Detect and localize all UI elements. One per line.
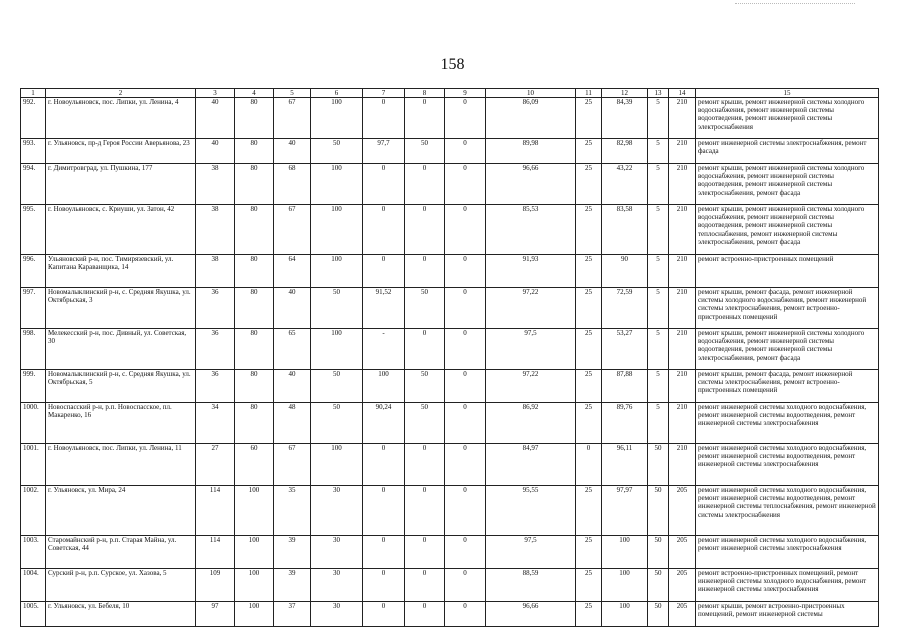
value-cell: 25	[576, 370, 602, 403]
value-cell: 210	[669, 370, 696, 403]
value-cell: 210	[669, 329, 696, 370]
value-cell: 100	[311, 205, 363, 255]
address-cell: г. Новоульяновск, пос. Липки, ул. Ленина, 11	[46, 444, 196, 486]
value-cell: 25	[576, 205, 602, 255]
table-row	[21, 569, 879, 602]
value-cell: 210	[669, 139, 696, 164]
address-cell: г. Новоульяновск, пос. Липки, ул. Ленина, 4	[46, 98, 196, 139]
table-row	[21, 164, 879, 205]
value-cell: 0	[405, 602, 445, 627]
repair-works-cell: ремонт инженерной системы холодного водоснабжения, ремонт инженерной системы водоотведения, ремонт инженерной системы электроснабжения	[696, 444, 879, 486]
value-cell: 0	[445, 486, 486, 536]
value-cell: 25	[576, 288, 602, 329]
value-cell: 210	[669, 288, 696, 329]
value-cell: 0	[445, 288, 486, 329]
value-cell: 96,66	[486, 164, 576, 205]
housing-repair-table	[20, 88, 879, 627]
value-cell: 25	[576, 255, 602, 288]
value-cell: 0	[445, 536, 486, 569]
value-cell: 80	[235, 403, 274, 444]
value-cell: 50	[405, 288, 445, 329]
address-cell: Новоспасский р-н, р.п. Новоспасское, пл. Макаренко, 16	[46, 403, 196, 444]
value-cell: 88,59	[486, 569, 576, 602]
column-header: 6	[311, 89, 363, 98]
value-cell: 0	[405, 255, 445, 288]
column-header: 15	[696, 89, 879, 98]
value-cell: 40	[196, 98, 235, 139]
value-cell: 89,98	[486, 139, 576, 164]
scan-edge-mark	[735, 3, 855, 5]
value-cell: 67	[274, 444, 311, 486]
table-row	[21, 486, 879, 536]
value-cell: 43,22	[602, 164, 648, 205]
value-cell: 50	[648, 444, 669, 486]
value-cell: 0	[363, 98, 405, 139]
value-cell: 5	[648, 329, 669, 370]
value-cell: 38	[196, 164, 235, 205]
value-cell: 38	[196, 255, 235, 288]
repair-works-cell: ремонт встроенно-пристроенных помещений, ремонт инженерной системы холодного водоснабжения, ремонт инженерной системы электроснабжения	[696, 569, 879, 602]
value-cell: 50	[648, 602, 669, 627]
value-cell: 86,92	[486, 403, 576, 444]
value-cell: 210	[669, 98, 696, 139]
value-cell: 210	[669, 403, 696, 444]
column-header: 11	[576, 89, 602, 98]
value-cell: 100	[602, 569, 648, 602]
repair-works-cell: ремонт крыши, ремонт фасада, ремонт инженерной системы холодного водоснабжения, ремонт инженерной системы электроснабжения, ремонт встроенно-пристроенных помещений	[696, 288, 879, 329]
value-cell: 91,52	[363, 288, 405, 329]
value-cell: 100	[602, 602, 648, 627]
column-header: 12	[602, 89, 648, 98]
value-cell: 65	[274, 329, 311, 370]
row-number-cell: 998.	[21, 329, 46, 370]
value-cell: 97,5	[486, 536, 576, 569]
value-cell: 37	[274, 602, 311, 627]
value-cell: 30	[311, 569, 363, 602]
row-number-cell: 993.	[21, 139, 46, 164]
value-cell: 205	[669, 486, 696, 536]
table-body	[21, 98, 879, 627]
row-number-cell: 1000.	[21, 403, 46, 444]
value-cell: 100	[235, 536, 274, 569]
value-cell: 5	[648, 164, 669, 205]
table-row	[21, 288, 879, 329]
column-header: 13	[648, 89, 669, 98]
value-cell: 0	[445, 370, 486, 403]
value-cell: 80	[235, 370, 274, 403]
value-cell: 0	[445, 164, 486, 205]
value-cell: 5	[648, 403, 669, 444]
column-header: 10	[486, 89, 576, 98]
value-cell: 80	[235, 288, 274, 329]
value-cell: 80	[235, 329, 274, 370]
repair-works-cell: ремонт инженерной системы холодного водоснабжения, ремонт инженерной системы электроснабжения	[696, 536, 879, 569]
value-cell: 205	[669, 569, 696, 602]
table-row	[21, 139, 879, 164]
value-cell: 67	[274, 98, 311, 139]
value-cell: 80	[235, 255, 274, 288]
value-cell: 50	[648, 569, 669, 602]
value-cell: 97,97	[602, 486, 648, 536]
value-cell: 34	[196, 403, 235, 444]
column-header: 9	[445, 89, 486, 98]
value-cell: 0	[405, 205, 445, 255]
value-cell: 109	[196, 569, 235, 602]
value-cell: 36	[196, 329, 235, 370]
value-cell: 210	[669, 164, 696, 205]
value-cell: 25	[576, 486, 602, 536]
value-cell: 0	[445, 98, 486, 139]
value-cell: 0	[363, 444, 405, 486]
table-row	[21, 370, 879, 403]
table-row	[21, 255, 879, 288]
value-cell: 5	[648, 370, 669, 403]
value-cell: 0	[363, 205, 405, 255]
value-cell: 0	[405, 98, 445, 139]
value-cell: 100	[311, 164, 363, 205]
value-cell: 72,59	[602, 288, 648, 329]
value-cell: 50	[405, 139, 445, 164]
value-cell: 25	[576, 403, 602, 444]
address-cell: Новомалыклинский р-н, с. Средняя Якушка, ул. Октябрьская, 3	[46, 288, 196, 329]
value-cell: 35	[274, 486, 311, 536]
value-cell: 5	[648, 255, 669, 288]
address-cell: г. Ульяновск, ул. Бебеля, 10	[46, 602, 196, 627]
value-cell: 60	[235, 444, 274, 486]
value-cell: 0	[445, 444, 486, 486]
value-cell: 0	[445, 205, 486, 255]
table-row	[21, 403, 879, 444]
value-cell: 83,58	[602, 205, 648, 255]
value-cell: 39	[274, 569, 311, 602]
value-cell: 114	[196, 536, 235, 569]
value-cell: 5	[648, 288, 669, 329]
table-row	[21, 205, 879, 255]
value-cell: 0	[405, 329, 445, 370]
value-cell: 0	[405, 164, 445, 205]
value-cell: 25	[576, 98, 602, 139]
repair-works-cell: ремонт инженерной системы холодного водоснабжения, ремонт инженерной системы водоотведения, ремонт инженерной системы теплоснабжения, ремонт инженерной системы электроснабжения	[696, 486, 879, 536]
value-cell: 100	[363, 370, 405, 403]
row-number-cell: 995.	[21, 205, 46, 255]
column-header: 14	[669, 89, 696, 98]
table-row	[21, 602, 879, 627]
value-cell: 5	[648, 139, 669, 164]
value-cell: 48	[274, 403, 311, 444]
value-cell: 86,09	[486, 98, 576, 139]
value-cell: 89,76	[602, 403, 648, 444]
value-cell: 40	[196, 139, 235, 164]
value-cell: 80	[235, 164, 274, 205]
value-cell: 0	[445, 329, 486, 370]
value-cell: 0	[445, 139, 486, 164]
value-cell: 50	[311, 139, 363, 164]
value-cell: 67	[274, 205, 311, 255]
row-number-cell: 1001.	[21, 444, 46, 486]
repair-works-cell: ремонт крыши, ремонт встроенно-пристроенных помещений, ремонт инженерной системы	[696, 602, 879, 627]
value-cell: 97,22	[486, 288, 576, 329]
value-cell: 210	[669, 205, 696, 255]
column-header: 2	[46, 89, 196, 98]
table-row	[21, 329, 879, 370]
row-number-cell: 992.	[21, 98, 46, 139]
column-header: 3	[196, 89, 235, 98]
value-cell: 0	[445, 403, 486, 444]
repair-works-cell: ремонт крыши, ремонт инженерной системы холодного водоснабжения, ремонт инженерной системы водоотведения, ремонт инженерной системы электроснабжения, ремонт фасада	[696, 164, 879, 205]
value-cell: 27	[196, 444, 235, 486]
value-cell: 38	[196, 205, 235, 255]
row-number-cell: 997.	[21, 288, 46, 329]
value-cell: 36	[196, 288, 235, 329]
value-cell: 50	[311, 288, 363, 329]
value-cell: 97	[196, 602, 235, 627]
value-cell: 0	[363, 255, 405, 288]
column-number-row	[21, 89, 879, 98]
value-cell: 40	[274, 370, 311, 403]
value-cell: 39	[274, 536, 311, 569]
row-number-cell: 1004.	[21, 569, 46, 602]
value-cell: 0	[576, 444, 602, 486]
value-cell: 50	[648, 486, 669, 536]
address-cell: Новомалыклинский р-н, с. Средняя Якушка, ул. Октябрьская, 5	[46, 370, 196, 403]
table-row	[21, 444, 879, 486]
value-cell: 97,7	[363, 139, 405, 164]
value-cell: 80	[235, 205, 274, 255]
repair-works-cell: ремонт крыши, ремонт инженерной системы холодного водоснабжения, ремонт инженерной системы водоотведения, ремонт инженерной системы электроснабжения	[696, 98, 879, 139]
value-cell: 80	[235, 98, 274, 139]
column-header: 1	[21, 89, 46, 98]
value-cell: 5	[648, 98, 669, 139]
value-cell: 25	[576, 139, 602, 164]
repair-works-cell: ремонт крыши, ремонт инженерной системы холодного водоснабжения, ремонт инженерной системы водоотведения, ремонт инженерной системы теплоснабжения, ремонт инженерной системы электроснабжения, ремонт фасада	[696, 205, 879, 255]
value-cell: 50	[648, 536, 669, 569]
value-cell: 100	[235, 569, 274, 602]
value-cell: 50	[311, 370, 363, 403]
value-cell: 25	[576, 164, 602, 205]
column-header: 8	[405, 89, 445, 98]
value-cell: 0	[445, 255, 486, 288]
value-cell: 5	[648, 205, 669, 255]
value-cell: 0	[405, 444, 445, 486]
value-cell: 50	[405, 403, 445, 444]
value-cell: 64	[274, 255, 311, 288]
value-cell: 84,39	[602, 98, 648, 139]
value-cell: 100	[235, 486, 274, 536]
value-cell: 97,22	[486, 370, 576, 403]
row-number-cell: 996.	[21, 255, 46, 288]
address-cell: г. Димитровград, ул. Пушкина, 177	[46, 164, 196, 205]
value-cell: 40	[274, 288, 311, 329]
value-cell: 25	[576, 536, 602, 569]
value-cell: 210	[669, 255, 696, 288]
value-cell: 100	[311, 329, 363, 370]
value-cell: 0	[363, 164, 405, 205]
value-cell: 25	[576, 602, 602, 627]
value-cell: 205	[669, 536, 696, 569]
repair-works-cell: ремонт инженерной системы электроснабжения, ремонт фасада	[696, 139, 879, 164]
value-cell: 96,66	[486, 602, 576, 627]
value-cell: 0	[363, 536, 405, 569]
value-cell: 0	[445, 569, 486, 602]
value-cell: 50	[405, 370, 445, 403]
value-cell: 100	[235, 602, 274, 627]
page-number: 158	[440, 56, 465, 73]
address-cell: г. Ульяновск, пр-д Героя России Аверьянова, 23	[46, 139, 196, 164]
value-cell: 0	[405, 569, 445, 602]
address-cell: Ульяновский р-н, пос. Тимирязевский, ул. Капитана Караванщика, 14	[46, 255, 196, 288]
address-cell: Мелекесский р-н, пос. Дивный, ул. Советская, 30	[46, 329, 196, 370]
repair-works-cell: ремонт инженерной системы холодного водоснабжения, ремонт инженерной системы водоотведения, ремонт инженерной системы электроснабжения	[696, 403, 879, 444]
value-cell: 84,97	[486, 444, 576, 486]
value-cell: 36	[196, 370, 235, 403]
row-number-cell: 1005.	[21, 602, 46, 627]
repair-works-cell: ремонт встроенно-пристроенных помещений	[696, 255, 879, 288]
column-header: 7	[363, 89, 405, 98]
value-cell: 0	[445, 602, 486, 627]
value-cell: 25	[576, 569, 602, 602]
address-cell: Старомайнский р-н, р.п. Старая Майна, ул. Советская, 44	[46, 536, 196, 569]
value-cell: 210	[669, 444, 696, 486]
value-cell: 85,53	[486, 205, 576, 255]
value-cell: 205	[669, 602, 696, 627]
table-row	[21, 536, 879, 569]
value-cell: -	[363, 329, 405, 370]
value-cell: 91,93	[486, 255, 576, 288]
value-cell: 100	[311, 255, 363, 288]
address-cell: г. Новоульяновск, с. Криуши, ул. Затон, 42	[46, 205, 196, 255]
value-cell: 100	[602, 536, 648, 569]
table-row	[21, 98, 879, 139]
column-header: 5	[274, 89, 311, 98]
row-number-cell: 994.	[21, 164, 46, 205]
value-cell: 97,5	[486, 329, 576, 370]
value-cell: 0	[363, 486, 405, 536]
value-cell: 30	[311, 486, 363, 536]
value-cell: 82,98	[602, 139, 648, 164]
value-cell: 90	[602, 255, 648, 288]
row-number-cell: 999.	[21, 370, 46, 403]
value-cell: 30	[311, 536, 363, 569]
value-cell: 53,27	[602, 329, 648, 370]
value-cell: 0	[363, 569, 405, 602]
value-cell: 0	[405, 486, 445, 536]
repair-works-cell: ремонт крыши, ремонт фасада, ремонт инженерной системы электроснабжения, ремонт встроенно-пристроенных помещений	[696, 370, 879, 403]
row-number-cell: 1003.	[21, 536, 46, 569]
value-cell: 25	[576, 329, 602, 370]
value-cell: 100	[311, 98, 363, 139]
value-cell: 114	[196, 486, 235, 536]
value-cell: 90,24	[363, 403, 405, 444]
value-cell: 40	[274, 139, 311, 164]
value-cell: 68	[274, 164, 311, 205]
value-cell: 80	[235, 139, 274, 164]
value-cell: 0	[363, 602, 405, 627]
column-header: 4	[235, 89, 274, 98]
value-cell: 87,88	[602, 370, 648, 403]
address-cell: Сурский р-н, р.п. Сурское, ул. Хазова, 5	[46, 569, 196, 602]
row-number-cell: 1002.	[21, 486, 46, 536]
repair-works-cell: ремонт крыши, ремонт инженерной системы холодного водоснабжения, ремонт инженерной системы водоотведения, ремонт инженерной системы электроснабжения, ремонт фасада	[696, 329, 879, 370]
value-cell: 0	[405, 536, 445, 569]
address-cell: г. Ульяновск, ул. Мира, 24	[46, 486, 196, 536]
value-cell: 100	[311, 444, 363, 486]
value-cell: 96,11	[602, 444, 648, 486]
value-cell: 50	[311, 403, 363, 444]
value-cell: 95,55	[486, 486, 576, 536]
value-cell: 30	[311, 602, 363, 627]
